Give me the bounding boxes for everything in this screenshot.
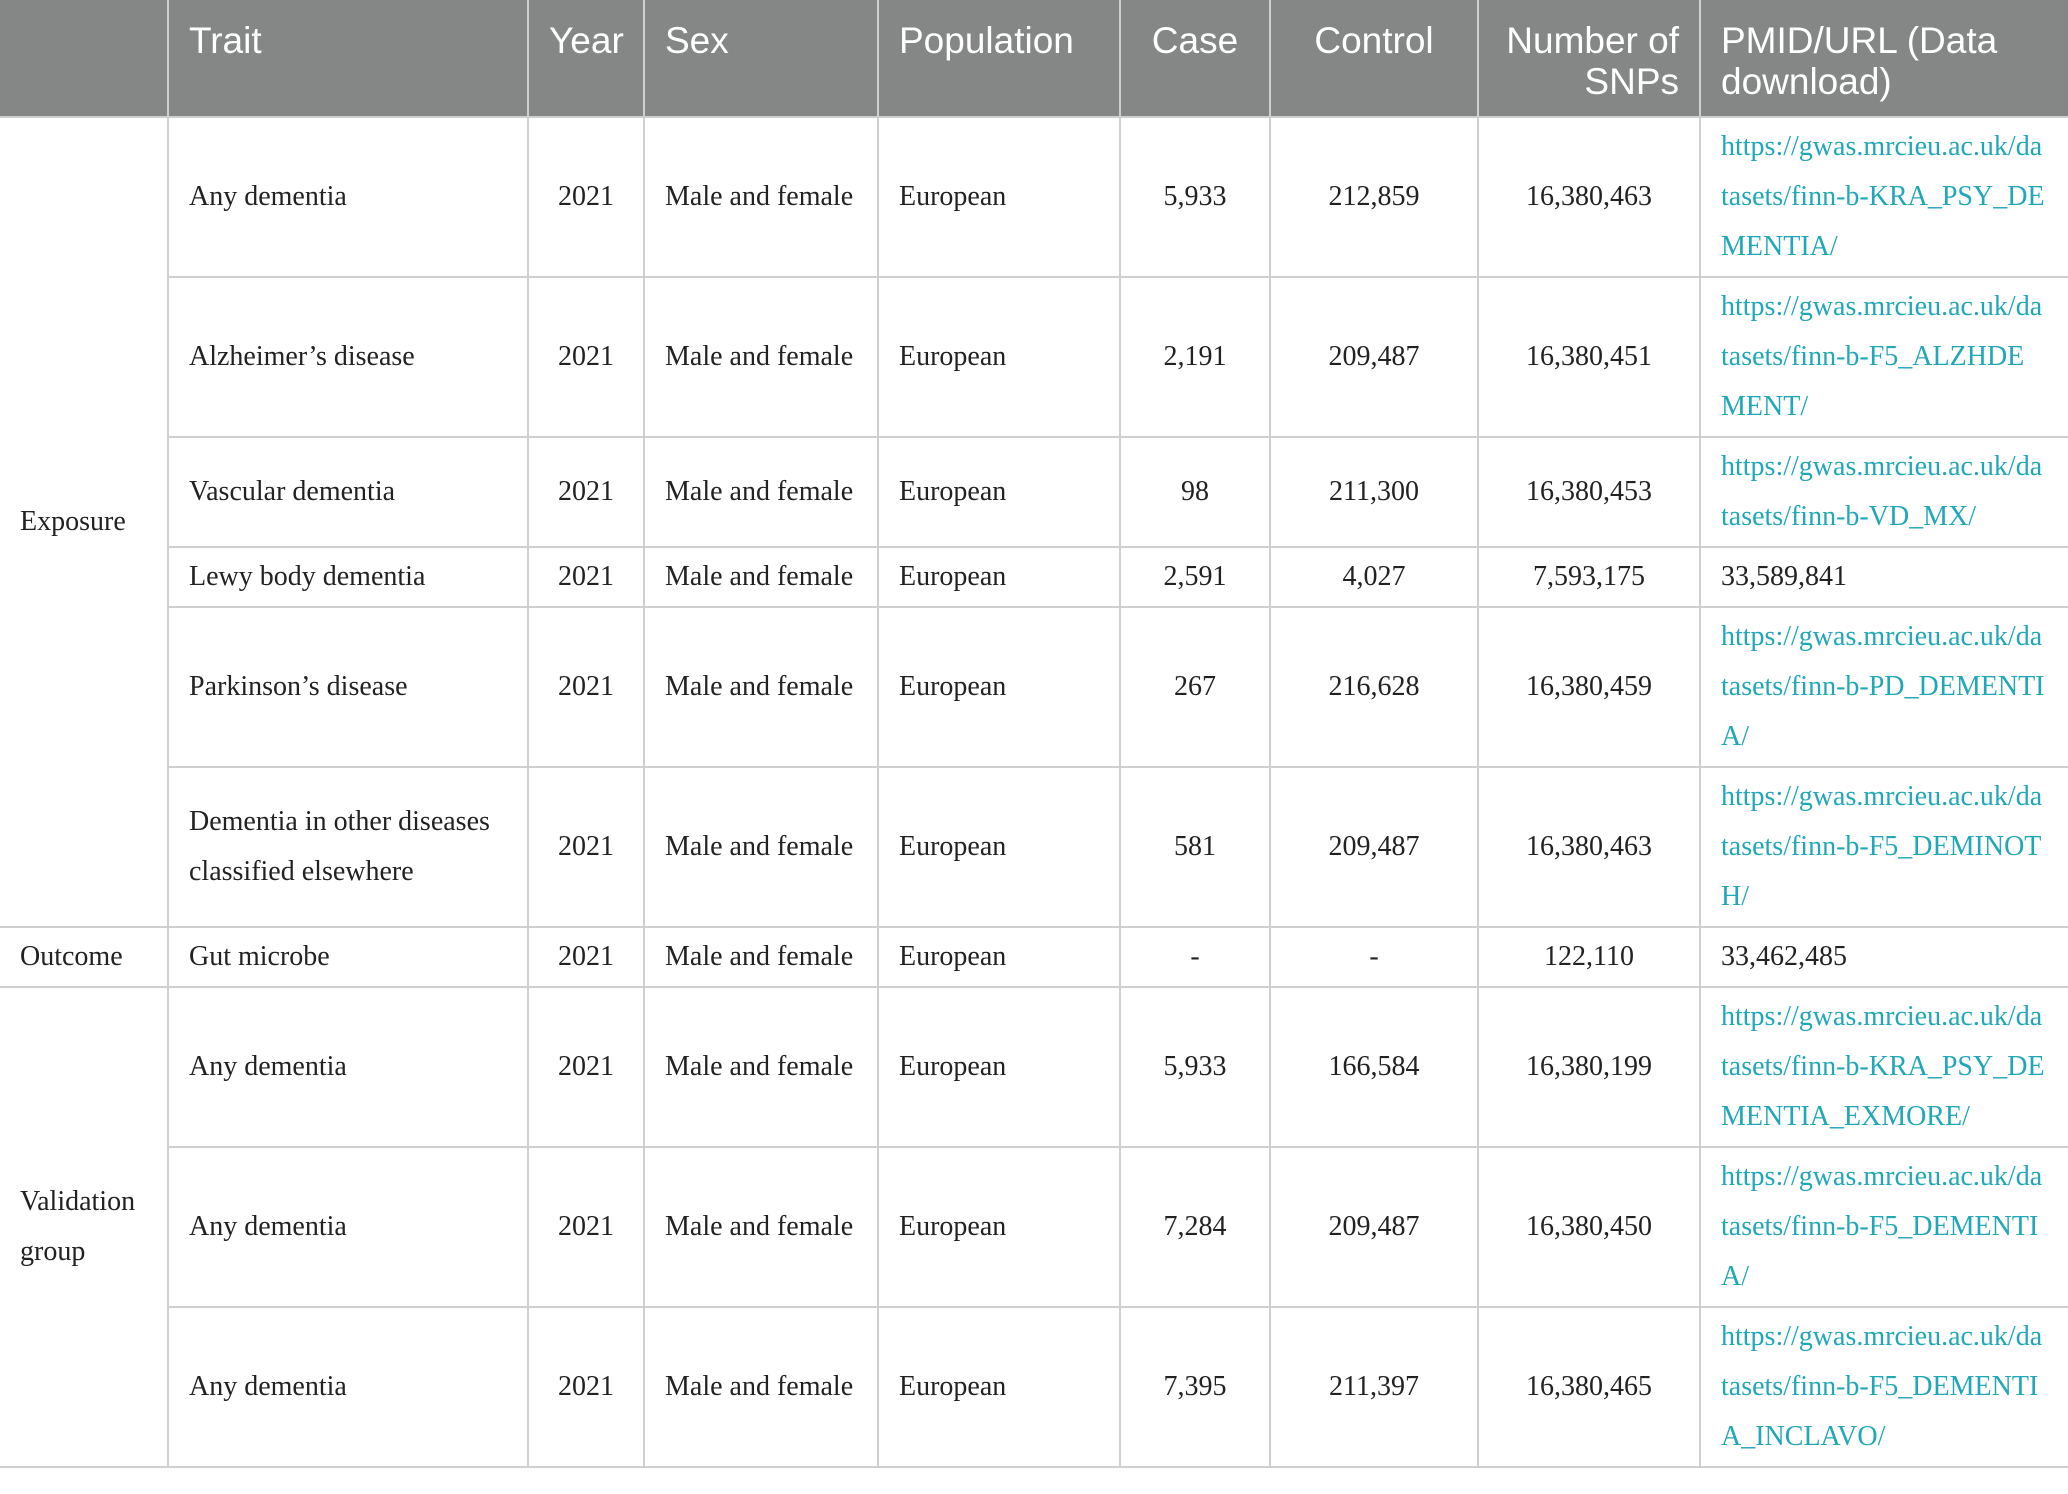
cell-url-link[interactable]: https://gwas.mrcieu.ac.uk/datasets/finn-b-F5_DEMENTIA/ (1700, 1147, 2068, 1307)
cell-control: 211,300 (1270, 437, 1478, 547)
cell-trait: Alzheimer’s disease (168, 277, 528, 437)
cell-sex: Male and female (644, 547, 878, 607)
cell-snps: 16,380,199 (1478, 987, 1700, 1147)
table-row (0, 607, 2068, 767)
header-population: Population (878, 0, 1120, 117)
cell-case: 5,933 (1120, 987, 1270, 1147)
cell-case: 2,591 (1120, 547, 1270, 607)
table-row (0, 277, 2068, 437)
cell-year: 2021 (528, 607, 644, 767)
cell-year: 2021 (528, 437, 644, 547)
cell-population: European (878, 767, 1120, 927)
header-trait: Trait (168, 0, 528, 117)
cell-sex: Male and female (644, 277, 878, 437)
cell-trait: Any dementia (168, 1307, 528, 1467)
cell-sex: Male and female (644, 607, 878, 767)
cell-population: European (878, 1307, 1120, 1467)
header-year: Year (528, 0, 644, 117)
cell-pmid: 33,462,485 (1700, 927, 2068, 987)
cell-case: - (1120, 927, 1270, 987)
cell-population: European (878, 117, 1120, 277)
cell-snps: 16,380,463 (1478, 767, 1700, 927)
cell-control: 209,487 (1270, 277, 1478, 437)
cell-year: 2021 (528, 1307, 644, 1467)
header-sex: Sex (644, 0, 878, 117)
group-label-outcome: Outcome (0, 927, 168, 987)
cell-url-link[interactable]: https://gwas.mrcieu.ac.uk/datasets/finn-b-KRA_PSY_DEMENTIA_EXMORE/ (1700, 987, 2068, 1147)
cell-year: 2021 (528, 547, 644, 607)
cell-case: 581 (1120, 767, 1270, 927)
cell-trait: Parkinson’s disease (168, 607, 528, 767)
cell-url-link[interactable]: https://gwas.mrcieu.ac.uk/datasets/finn-b-KRA_PSY_DEMENTIA/ (1700, 117, 2068, 277)
cell-sex: Male and female (644, 1307, 878, 1467)
group-label-exposure: Exposure (0, 117, 168, 927)
cell-population: European (878, 987, 1120, 1147)
cell-population: European (878, 277, 1120, 437)
cell-snps: 16,380,463 (1478, 117, 1700, 277)
table-row (0, 927, 2068, 987)
cell-snps: 16,380,459 (1478, 607, 1700, 767)
cell-url-link[interactable]: https://gwas.mrcieu.ac.uk/datasets/finn-b-VD_MX/ (1700, 437, 2068, 547)
cell-year: 2021 (528, 767, 644, 927)
cell-case: 267 (1120, 607, 1270, 767)
header-case: Case (1120, 0, 1270, 117)
cell-control: 211,397 (1270, 1307, 1478, 1467)
cell-population: European (878, 1147, 1120, 1307)
header-group (0, 0, 168, 117)
table-row (0, 1147, 2068, 1307)
cell-sex: Male and female (644, 117, 878, 277)
cell-case: 98 (1120, 437, 1270, 547)
cell-sex: Male and female (644, 927, 878, 987)
cell-case: 2,191 (1120, 277, 1270, 437)
cell-control: 216,628 (1270, 607, 1478, 767)
cell-snps: 16,380,450 (1478, 1147, 1700, 1307)
header-url: PMID/URL (Data download) (1700, 0, 2068, 117)
cell-url-link[interactable]: https://gwas.mrcieu.ac.uk/datasets/finn-b-F5_ALZHDEMENT/ (1700, 277, 2068, 437)
table-row (0, 767, 2068, 927)
table-row (0, 437, 2068, 547)
cell-url-link[interactable]: https://gwas.mrcieu.ac.uk/datasets/finn-b-F5_DEMINOTH/ (1700, 767, 2068, 927)
header-snps: Number of SNPs (1478, 0, 1700, 117)
cell-case: 7,284 (1120, 1147, 1270, 1307)
header-row (0, 0, 2068, 117)
table-row (0, 117, 2068, 277)
cell-trait: Gut microbe (168, 927, 528, 987)
cell-control: - (1270, 927, 1478, 987)
table-row (0, 547, 2068, 607)
cell-trait: Vascular dementia (168, 437, 528, 547)
cell-trait: Dementia in other diseases classified elsewhere (168, 767, 528, 927)
cell-control: 209,487 (1270, 1147, 1478, 1307)
cell-trait: Lewy body dementia (168, 547, 528, 607)
cell-population: European (878, 607, 1120, 767)
cell-trait: Any dementia (168, 1147, 528, 1307)
cell-url-link[interactable]: https://gwas.mrcieu.ac.uk/datasets/finn-b-F5_DEMENTIA_INCLAVO/ (1700, 1307, 2068, 1467)
table-row (0, 1307, 2068, 1467)
cell-snps: 16,380,451 (1478, 277, 1700, 437)
cell-url-link[interactable]: https://gwas.mrcieu.ac.uk/datasets/finn-b-PD_DEMENTIA/ (1700, 607, 2068, 767)
cell-case: 5,933 (1120, 117, 1270, 277)
cell-year: 2021 (528, 117, 644, 277)
header-control: Control (1270, 0, 1478, 117)
cell-snps: 16,380,465 (1478, 1307, 1700, 1467)
table-row (0, 987, 2068, 1147)
cell-snps: 122,110 (1478, 927, 1700, 987)
cell-control: 212,859 (1270, 117, 1478, 277)
cell-year: 2021 (528, 1147, 644, 1307)
cell-population: European (878, 927, 1120, 987)
cell-sex: Male and female (644, 1147, 878, 1307)
group-label-validation: Validation group (0, 987, 168, 1467)
cell-control: 166,584 (1270, 987, 1478, 1147)
cell-sex: Male and female (644, 987, 878, 1147)
cell-population: European (878, 547, 1120, 607)
cell-sex: Male and female (644, 437, 878, 547)
cell-snps: 7,593,175 (1478, 547, 1700, 607)
cell-case: 7,395 (1120, 1307, 1270, 1467)
cell-year: 2021 (528, 987, 644, 1147)
cell-year: 2021 (528, 927, 644, 987)
cell-pmid: 33,589,841 (1700, 547, 2068, 607)
cell-control: 209,487 (1270, 767, 1478, 927)
cell-trait: Any dementia (168, 987, 528, 1147)
cell-control: 4,027 (1270, 547, 1478, 607)
cell-year: 2021 (528, 277, 644, 437)
cell-population: European (878, 437, 1120, 547)
cell-sex: Male and female (644, 767, 878, 927)
cell-snps: 16,380,453 (1478, 437, 1700, 547)
cell-trait: Any dementia (168, 117, 528, 277)
